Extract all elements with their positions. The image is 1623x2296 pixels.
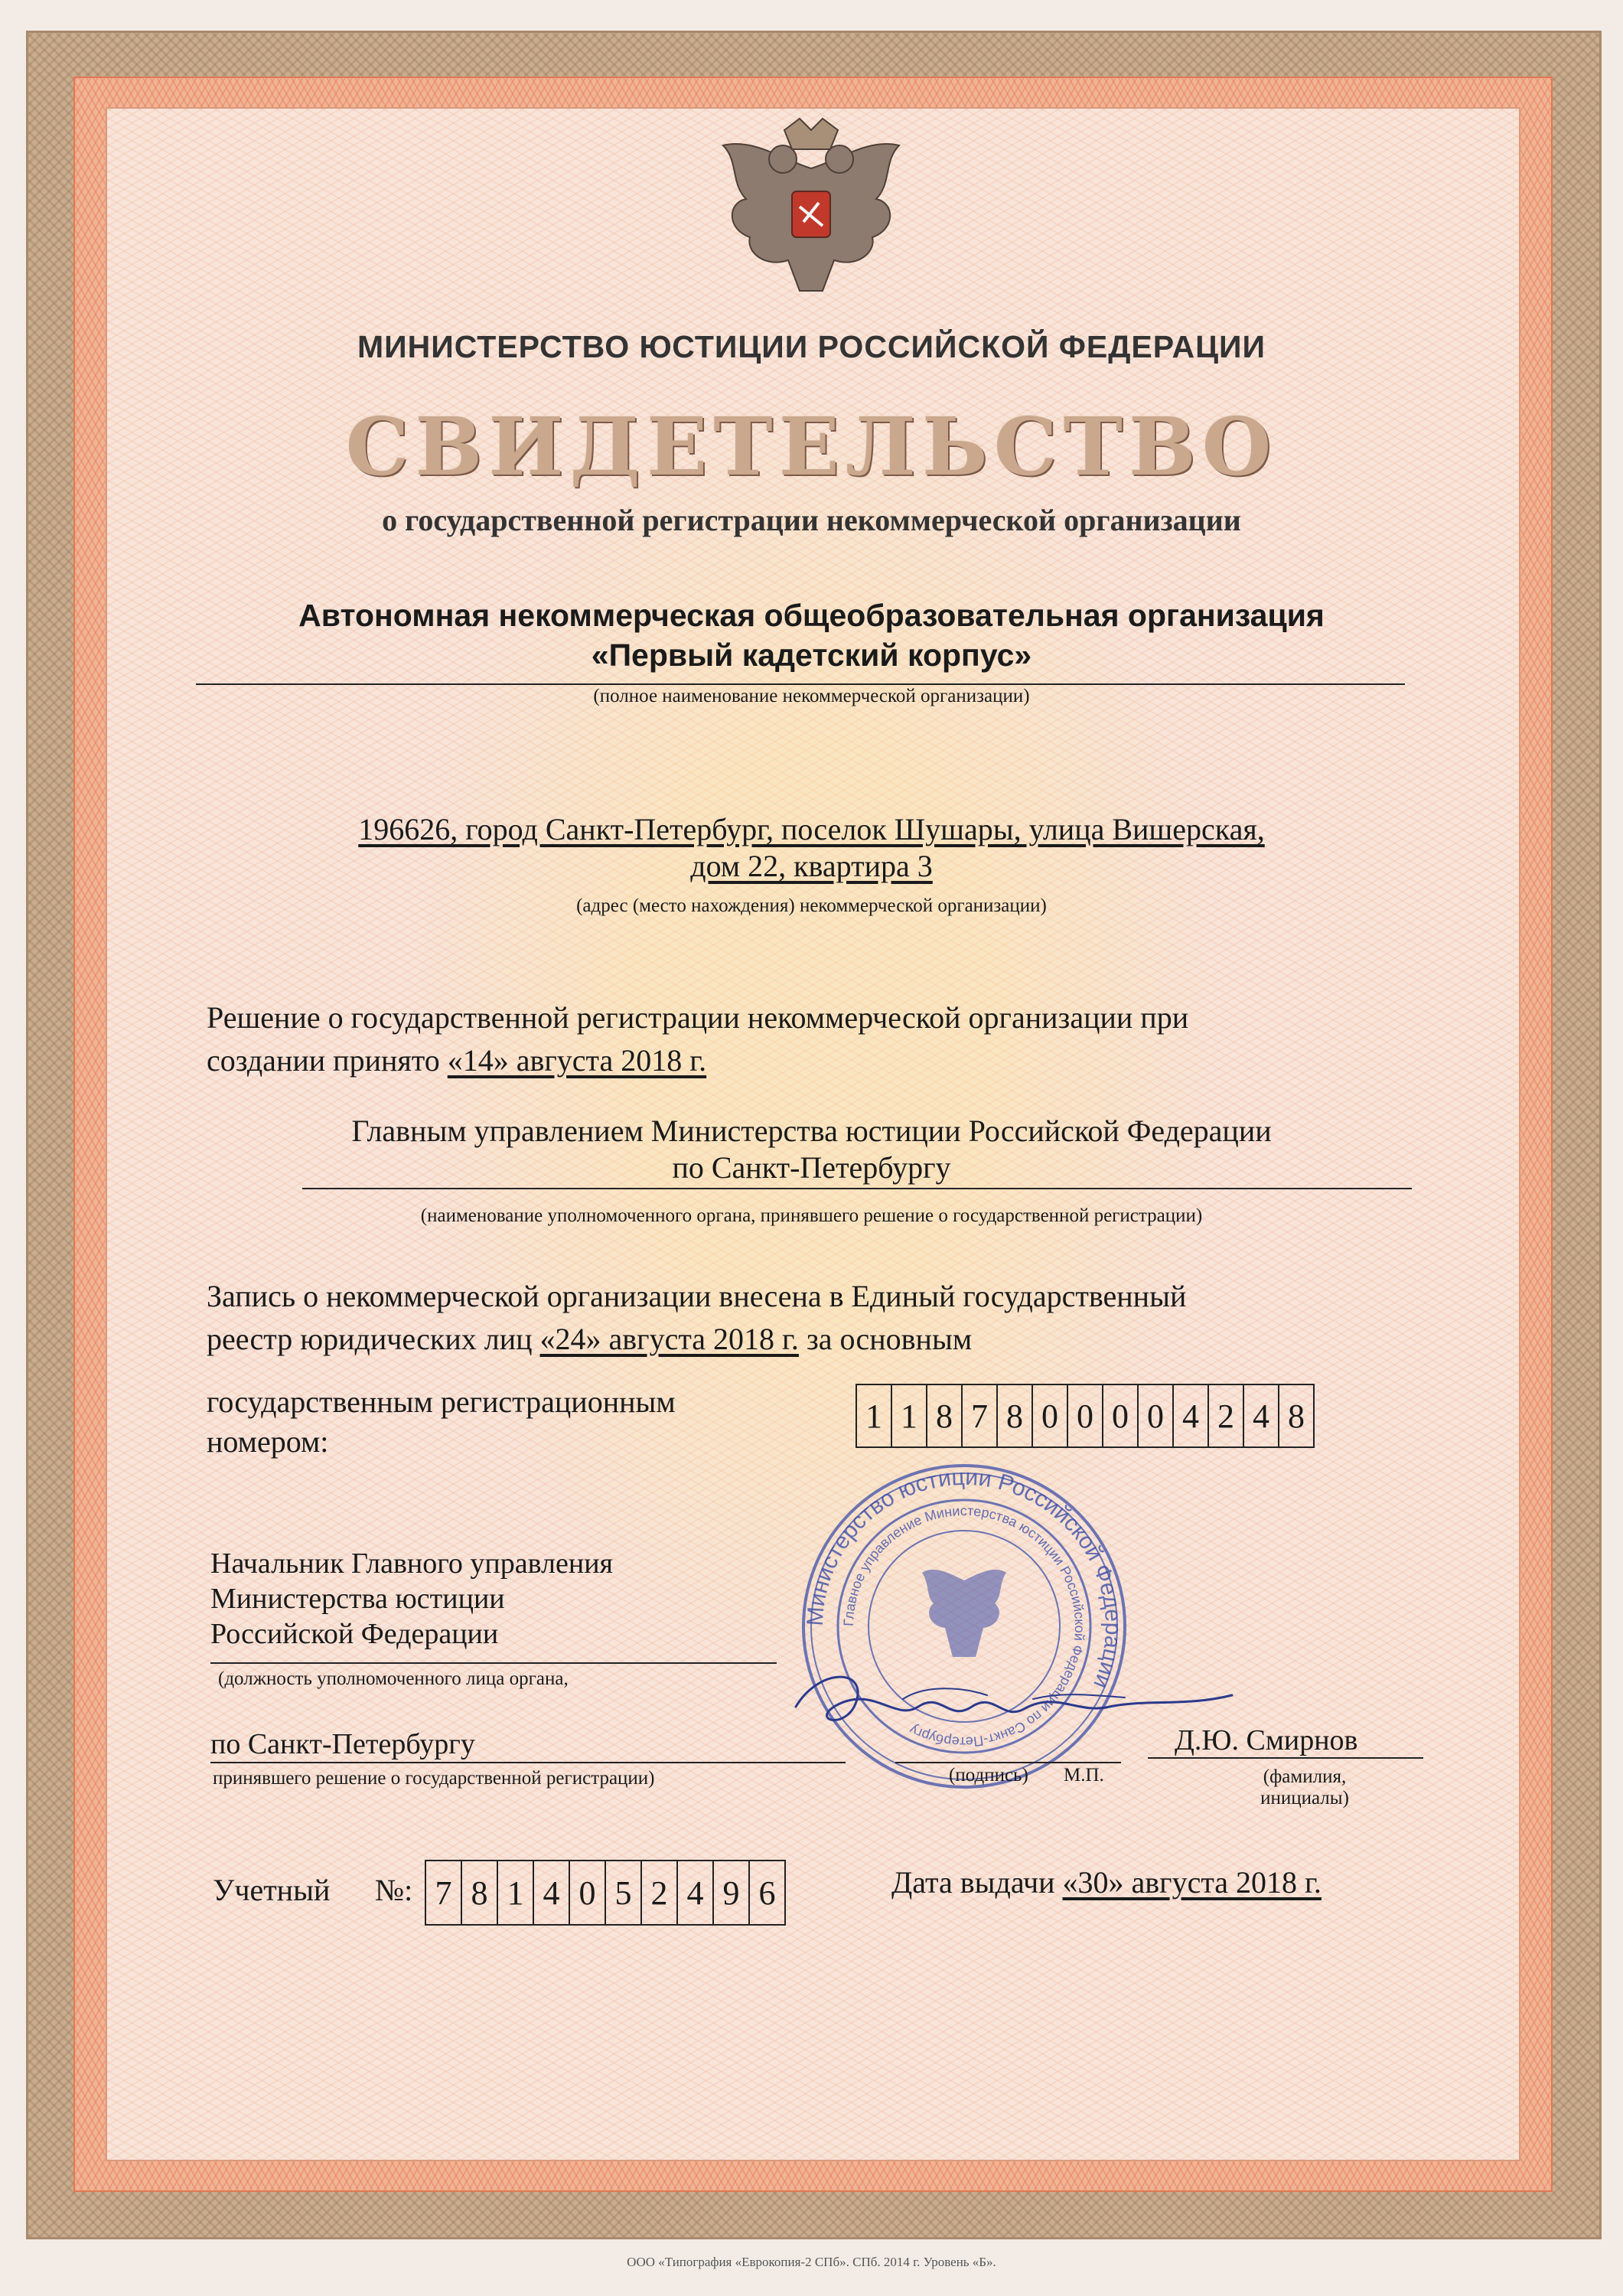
registration-digit: 0 xyxy=(1139,1385,1174,1446)
stamp-eagle-icon xyxy=(922,1570,1006,1657)
registration-digit: 0 xyxy=(1103,1385,1139,1446)
position-caption2: принявшего решение о государственной регистрации) xyxy=(213,1768,655,1789)
record-line3: государственным регистрационным xyxy=(207,1384,676,1419)
decision-date: «14» августа 2018 г. xyxy=(447,1043,707,1078)
organization-name xyxy=(0,595,1623,675)
coat-of-arms-icon xyxy=(693,115,930,314)
divider xyxy=(1148,1757,1423,1759)
certificate-title: СВИДЕТЕЛЬСТВО xyxy=(345,400,1278,494)
number-sign: №: xyxy=(375,1873,413,1907)
account-label: Учетный xyxy=(213,1873,331,1907)
divider xyxy=(210,1762,846,1763)
registration-digit: 4 xyxy=(1244,1385,1279,1446)
registration-digit: 0 xyxy=(1033,1385,1068,1446)
registration-digit: 7 xyxy=(963,1385,998,1446)
address-line1: 196626, город Санкт-Петербург, поселок Шушары, улица Вишерская, xyxy=(358,812,1265,846)
authority-caption: (наименование уполномоченного органа, принявшего решение о государственной регистрации) xyxy=(420,1205,1203,1226)
organization-name-caption: (полное наименование некоммерческой организации) xyxy=(593,686,1030,706)
account-digit: 9 xyxy=(714,1861,750,1924)
decision-line1: Решение о государственной регистрации некоммерческой организации при xyxy=(207,1000,1189,1035)
authority-name xyxy=(0,1113,1623,1186)
signatory-name: Д.Ю. Смирнов xyxy=(1175,1724,1358,1756)
divider xyxy=(196,683,1405,685)
record-line1: Запись о некоммерческой организации внесена в Единый государственный xyxy=(207,1279,1187,1313)
registration-digit: 2 xyxy=(1209,1385,1244,1446)
certificate-subtitle: о государственной регистрации некоммерческой организации xyxy=(382,503,1241,537)
stamp-inner-text: Главное управление Министерства юстиции Российской Федерации по Санкт-Петербургу xyxy=(840,1502,1088,1750)
ministry-heading: МИНИСТЕРСТВО ЮСТИЦИИ РОССИЙСКОЙ ФЕДЕРАЦИИ xyxy=(357,329,1266,364)
divider xyxy=(302,1188,1412,1189)
name-caption: (фамилия, инициалы) xyxy=(1260,1766,1349,1808)
stamp-caption: М.П. xyxy=(1064,1765,1104,1786)
registration-number-boxes xyxy=(855,1384,1315,1448)
issue-date: «30» августа 2018 г. xyxy=(1062,1865,1322,1900)
account-digit: 1 xyxy=(498,1861,534,1924)
handwritten-signature xyxy=(788,1653,1240,1753)
signature-caption: (подпись) xyxy=(949,1765,1028,1786)
address-caption: (адрес (место нахождения) некоммерческой организации) xyxy=(576,895,1047,916)
authority-line2: по Санкт-Петербургу xyxy=(672,1150,951,1185)
registration-digit: 0 xyxy=(1068,1385,1103,1446)
authority-line1: Главным управлением Министерства юстиции Российской Федерации xyxy=(351,1114,1272,1148)
registration-digit: 1 xyxy=(892,1385,927,1446)
signatory-position-line4: по Санкт-Петербургу xyxy=(210,1728,475,1760)
divider xyxy=(895,1762,1121,1763)
organization-name-line1: Автономная некоммерческая общеобразовательная организация xyxy=(298,598,1325,633)
registration-digit: 8 xyxy=(927,1385,963,1446)
organization-name-line2: «Первый кадетский корпус» xyxy=(591,638,1032,673)
registration-digit: 8 xyxy=(1288,1397,1305,1435)
stamp-outer-text: Министерство юстиции Российской Федерации xyxy=(802,1464,1126,1693)
address xyxy=(0,811,1623,885)
account-number-boxes xyxy=(425,1860,786,1926)
account-digit: 8 xyxy=(462,1861,498,1924)
record-line4: номером: xyxy=(207,1424,329,1459)
account-digit: 5 xyxy=(606,1861,642,1924)
record-line2: реестр юридических лиц «24» августа 2018 г. за основным xyxy=(207,1322,973,1356)
decision-line2: создании принято «14» августа 2018 г. xyxy=(207,1043,707,1078)
account-digit: 0 xyxy=(570,1861,606,1924)
registration-digit: 1 xyxy=(857,1385,892,1446)
issue-date-line: Дата выдачи «30» августа 2018 г. xyxy=(891,1865,1322,1900)
position-caption: (должность уполномоченного лица органа, xyxy=(218,1668,569,1689)
divider xyxy=(210,1662,777,1664)
account-digit: 4 xyxy=(534,1861,570,1924)
address-line2: дом 22, квартира 3 xyxy=(690,849,933,883)
account-digit: 2 xyxy=(642,1861,678,1924)
record-date: «24» августа 2018 г. xyxy=(539,1322,799,1356)
account-digit: 4 xyxy=(678,1861,714,1924)
printer-note: ООО «Типография «Еврокопия-2 СПб». СПб. 2014 г. Уровень «Б». xyxy=(627,2255,996,2269)
registration-digit: 4 xyxy=(1174,1385,1209,1446)
signatory-position: Начальник Главного управления Министерства юстиции Российской Федерации xyxy=(210,1548,614,1650)
registration-digit: 8 xyxy=(998,1385,1033,1446)
account-digit: 7 xyxy=(426,1861,462,1924)
account-digit: 6 xyxy=(758,1874,776,1912)
